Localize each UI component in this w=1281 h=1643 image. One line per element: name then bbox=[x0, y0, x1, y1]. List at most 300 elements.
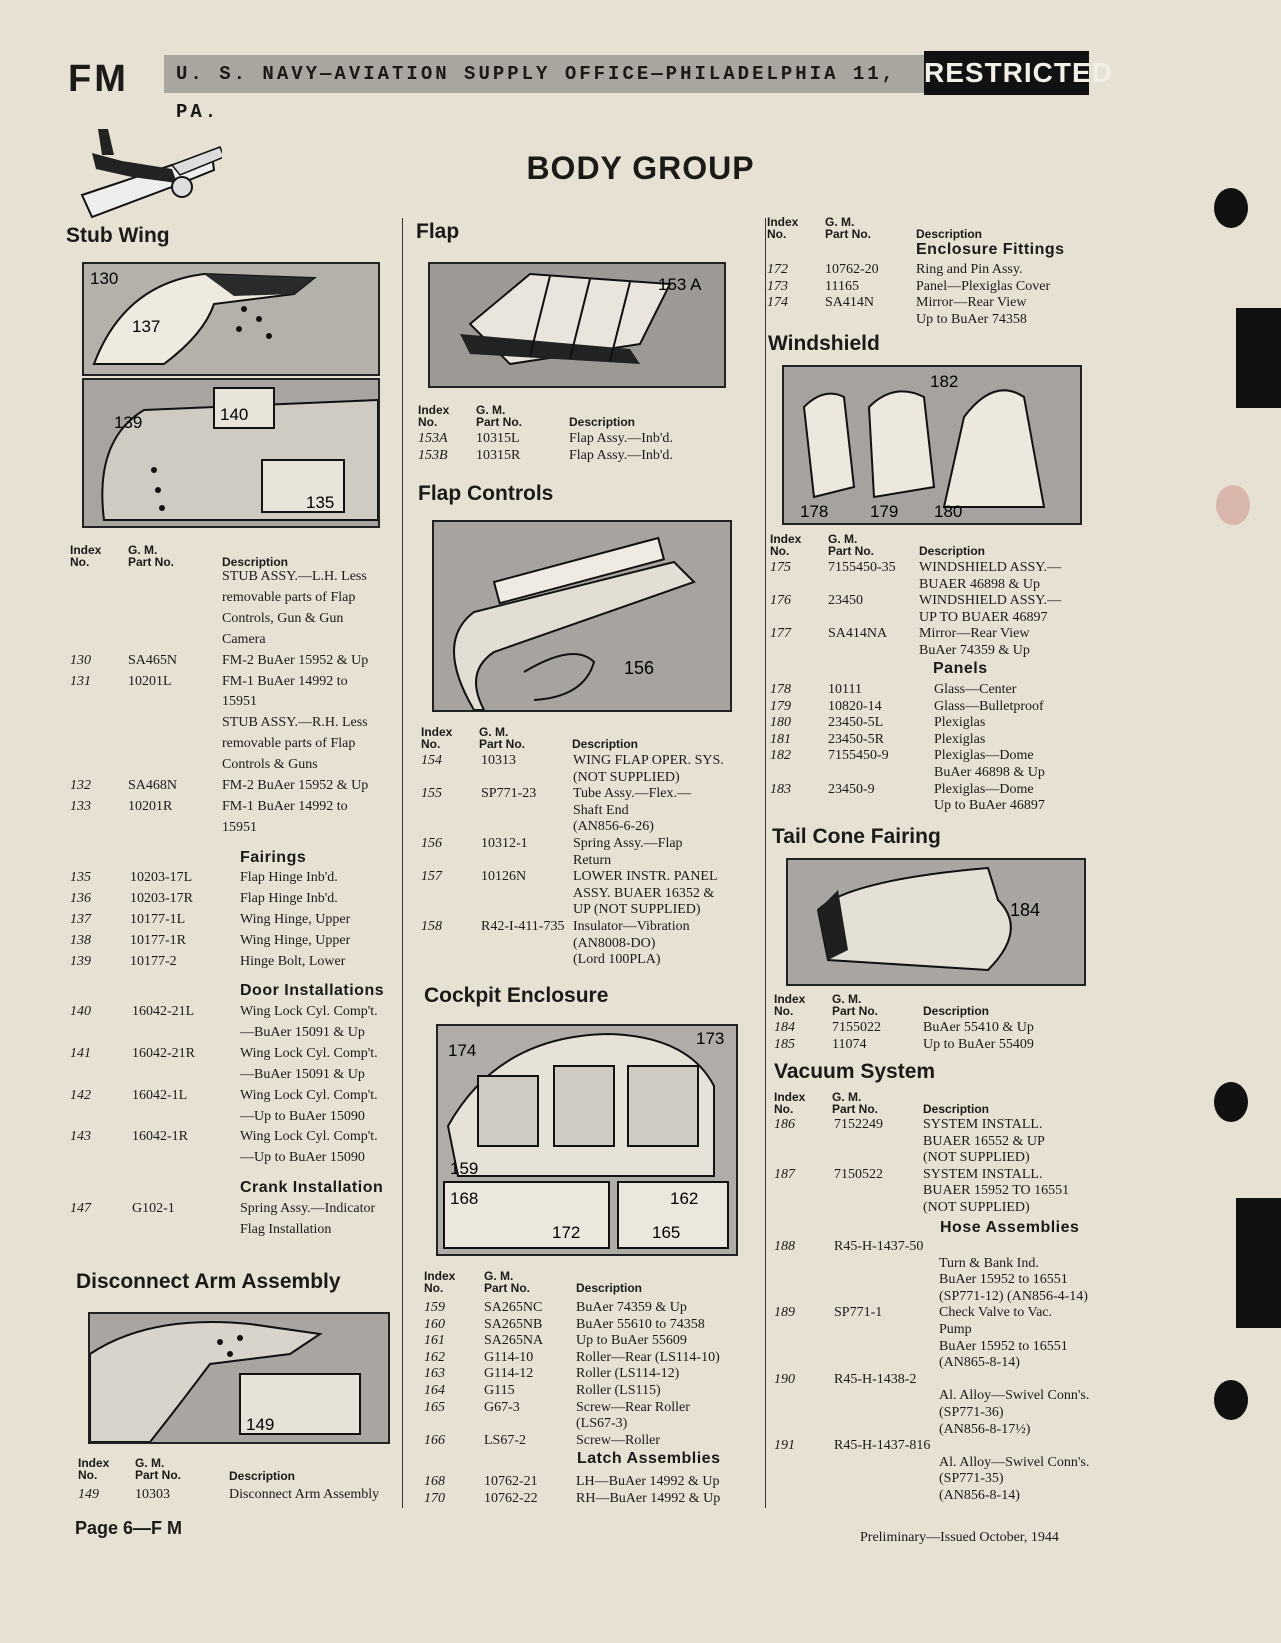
description: Flag Installation bbox=[240, 1221, 332, 1237]
col-part: G. M. Part No. bbox=[825, 215, 872, 241]
index-no: 173 bbox=[767, 278, 788, 294]
table-row bbox=[70, 1200, 398, 1221]
windshield-figure bbox=[782, 365, 1082, 525]
col-part: G. M. Part No. bbox=[832, 1090, 879, 1116]
table-row bbox=[424, 1332, 754, 1349]
table-row bbox=[774, 1437, 1104, 1454]
part-no: SA468N bbox=[128, 778, 178, 793]
part-no: 10201R bbox=[128, 798, 173, 814]
description: Wing Hinge, Upper bbox=[240, 911, 351, 927]
part-no: 7155022 bbox=[832, 1020, 881, 1035]
col-desc: Description bbox=[222, 555, 289, 569]
table-row bbox=[70, 911, 398, 932]
callout-174: 174 bbox=[448, 1041, 477, 1060]
description: Roller (LS115) bbox=[576, 1383, 661, 1398]
index-no: 155 bbox=[421, 786, 442, 802]
description: (AN856-8-14) bbox=[939, 1488, 1020, 1503]
table-row bbox=[770, 609, 1090, 626]
index-no: 130 bbox=[70, 652, 91, 668]
part-no: SA414NA bbox=[828, 626, 888, 642]
description: UP TO BUAER 46897 bbox=[919, 609, 1048, 625]
stub-wing-figure-bottom bbox=[82, 378, 380, 528]
index-no: 164 bbox=[424, 1383, 445, 1398]
subsection-crank-installation: Crank Installation bbox=[240, 1179, 384, 1196]
tail-cone-figure bbox=[786, 858, 1086, 986]
index-no: 137 bbox=[70, 911, 91, 927]
description: Al. Alloy—Swivel Conn's. bbox=[939, 1454, 1090, 1470]
binder-hole bbox=[1216, 485, 1250, 525]
index-no: 166 bbox=[424, 1432, 445, 1448]
part-no: G114-10 bbox=[484, 1349, 534, 1365]
table-row bbox=[424, 1490, 754, 1507]
table-row bbox=[421, 752, 751, 769]
index-no: 180 bbox=[770, 715, 791, 731]
table-row bbox=[70, 1149, 398, 1170]
description: BuAer 46898 & Up bbox=[934, 765, 1045, 780]
table-row bbox=[774, 1166, 1104, 1183]
part-no: 10313 bbox=[481, 753, 516, 768]
index-no: 138 bbox=[70, 932, 91, 948]
description: Wing Lock Cyl. Comp't. bbox=[240, 1087, 378, 1103]
table-row bbox=[421, 769, 751, 786]
description: Check Valve to Vac. bbox=[939, 1305, 1053, 1321]
description: (SP771-36) bbox=[939, 1405, 1004, 1420]
part-no: G115 bbox=[484, 1383, 515, 1398]
part-no: LS67-2 bbox=[484, 1432, 526, 1448]
index-no: 154 bbox=[421, 753, 442, 768]
description: STUB ASSY.—R.H. Less bbox=[222, 715, 368, 731]
description: Wing Lock Cyl. Comp't. bbox=[240, 1004, 378, 1019]
table-row bbox=[774, 1019, 1094, 1036]
description: (SP771-35) bbox=[939, 1471, 1004, 1487]
index-no: 185 bbox=[774, 1036, 795, 1052]
index-no: 174 bbox=[767, 295, 788, 311]
part-no: SA465N bbox=[128, 652, 178, 668]
description: Turn & Bank Ind. bbox=[939, 1255, 1039, 1271]
table-row bbox=[421, 951, 751, 968]
table-row bbox=[70, 568, 398, 589]
col-index: Index No. bbox=[774, 992, 806, 1018]
description: Return bbox=[573, 852, 612, 868]
index-no: 140 bbox=[70, 1004, 91, 1019]
description: Controls & Guns bbox=[222, 757, 318, 773]
description: Tube Assy.—Flex.— bbox=[573, 786, 691, 802]
part-no: 10203-17L bbox=[130, 870, 193, 885]
index-no: 190 bbox=[774, 1371, 795, 1387]
disconnect-arm-figure bbox=[88, 1312, 390, 1444]
callout-149: 149 bbox=[246, 1415, 275, 1434]
description: (NOT SUPPLIED) bbox=[923, 1150, 1030, 1166]
description: 15951 bbox=[222, 819, 257, 835]
description: Glass—Bulletproof bbox=[934, 698, 1044, 714]
description: 15951 bbox=[222, 694, 257, 710]
index-no: 187 bbox=[774, 1166, 795, 1182]
callout-162: 162 bbox=[670, 1189, 699, 1208]
index-no: 131 bbox=[70, 673, 91, 689]
table-row bbox=[774, 1036, 1094, 1053]
description: BuAer 55610 to 74358 bbox=[576, 1316, 705, 1332]
description: (AN8008-DO) bbox=[573, 935, 656, 951]
description: Plexiglas—Dome bbox=[934, 781, 1034, 797]
callout-168: 168 bbox=[450, 1189, 479, 1208]
callout-179: 179 bbox=[870, 502, 899, 521]
description: Screw—Rear Roller bbox=[576, 1399, 690, 1415]
table-row bbox=[770, 714, 1090, 731]
description: LOWER INSTR. PANEL bbox=[573, 869, 718, 885]
index-no: 161 bbox=[424, 1333, 445, 1349]
description: Shaft End bbox=[573, 802, 629, 818]
callout-178: 178 bbox=[800, 502, 829, 521]
cockpit-enclosure-figure bbox=[436, 1024, 738, 1256]
table-row bbox=[767, 311, 1087, 328]
index-no: 186 bbox=[774, 1117, 795, 1132]
description: —BuAer 15091 & Up bbox=[240, 1066, 365, 1082]
part-no: 23450-5L bbox=[828, 715, 884, 731]
section-stub-wing: Stub Wing bbox=[66, 224, 170, 247]
description: Flap Hinge Inb'd. bbox=[240, 890, 338, 906]
index-no: 162 bbox=[424, 1349, 445, 1365]
description: FM-2 BuAer 15952 & Up bbox=[222, 778, 369, 793]
col-index: Index No. bbox=[418, 403, 450, 429]
col-part: G. M. Part No. bbox=[479, 725, 526, 751]
table-row bbox=[774, 1288, 1104, 1305]
index-no: 135 bbox=[70, 870, 91, 885]
description: Flap Hinge Inb'd. bbox=[240, 870, 338, 885]
description: Up to BuAer 74358 bbox=[916, 311, 1027, 327]
table-row bbox=[770, 559, 1090, 576]
description: Up to BuAer 55409 bbox=[923, 1036, 1034, 1052]
description: Up to BuAer 55609 bbox=[576, 1333, 687, 1349]
part-no: 16042-1L bbox=[132, 1087, 188, 1103]
part-no: 7155450-35 bbox=[828, 560, 896, 575]
index-tab bbox=[1236, 1198, 1281, 1328]
part-no: 10203-17R bbox=[130, 890, 193, 906]
table-row bbox=[421, 835, 751, 852]
description: BUAER 16552 & UP bbox=[923, 1133, 1045, 1149]
index-no: 178 bbox=[770, 682, 791, 697]
description: ASSY. BUAER 16352 & bbox=[573, 885, 715, 901]
table-row bbox=[770, 642, 1090, 659]
callout-173: 173 bbox=[696, 1029, 725, 1048]
table-row bbox=[770, 764, 1090, 781]
description: Wing Lock Cyl. Comp't. bbox=[240, 1045, 378, 1061]
table-row bbox=[421, 885, 751, 902]
description: Pump bbox=[939, 1322, 972, 1337]
index-no: 163 bbox=[424, 1366, 445, 1382]
description: BuAer 15952 to 16551 bbox=[939, 1338, 1068, 1354]
table-row bbox=[70, 693, 398, 714]
description: BUAER 15952 TO 16551 bbox=[923, 1183, 1070, 1199]
description: FM-1 BuAer 14992 to bbox=[222, 798, 348, 814]
part-no: 10111 bbox=[828, 682, 862, 697]
table-row bbox=[774, 1133, 1104, 1150]
binder-hole bbox=[1214, 1082, 1248, 1122]
col-index: Index No. bbox=[770, 532, 802, 558]
section-vacuum-system: Vacuum System bbox=[774, 1060, 936, 1083]
col-index: Index No. bbox=[78, 1456, 110, 1482]
index-no: 159 bbox=[424, 1300, 445, 1315]
description: WING FLAP OPER. SYS. bbox=[573, 753, 724, 768]
table-row bbox=[770, 797, 1090, 814]
description: —Up to BuAer 15090 bbox=[240, 1108, 365, 1124]
flap-figure bbox=[428, 262, 726, 388]
table-row bbox=[774, 1487, 1104, 1504]
table-row bbox=[774, 1321, 1104, 1338]
table-row bbox=[770, 781, 1090, 798]
section-tail-cone: Tail Cone Fairing bbox=[772, 825, 941, 848]
index-tab bbox=[1236, 308, 1281, 408]
table-row bbox=[770, 625, 1090, 642]
index-no: 142 bbox=[70, 1087, 91, 1103]
description: Glass—Center bbox=[934, 682, 1017, 697]
index-no: 175 bbox=[770, 560, 791, 575]
table-row bbox=[774, 1199, 1104, 1216]
index-no: 181 bbox=[770, 731, 791, 747]
description: Plexiglas bbox=[934, 715, 986, 731]
description: (Lord 100PLA) bbox=[573, 952, 661, 968]
column-divider bbox=[765, 218, 766, 1508]
table-row bbox=[70, 1066, 398, 1087]
table-row bbox=[774, 1304, 1104, 1321]
part-no: SA265NC bbox=[484, 1300, 543, 1315]
description: Insulator—Vibration bbox=[573, 919, 690, 934]
description: Flap Assy.—Inb'd. bbox=[569, 448, 673, 463]
col-desc: Description bbox=[229, 1469, 296, 1483]
table-row bbox=[774, 1421, 1104, 1438]
table-row bbox=[70, 1087, 398, 1108]
section-disconnect-arm: Disconnect Arm Assembly bbox=[76, 1270, 341, 1293]
description: Roller—Rear (LS114-10) bbox=[576, 1349, 720, 1365]
table-row bbox=[70, 1128, 398, 1149]
description: Camera bbox=[222, 631, 266, 647]
table-row bbox=[418, 430, 738, 447]
index-no: 168 bbox=[424, 1474, 445, 1489]
index-no: 132 bbox=[70, 778, 91, 793]
table-row bbox=[70, 735, 398, 756]
table-row bbox=[70, 756, 398, 777]
part-no: SA265NB bbox=[484, 1316, 543, 1332]
table-row bbox=[770, 681, 1090, 698]
callout-140: 140 bbox=[220, 405, 249, 424]
description: Mirror—Rear View bbox=[919, 626, 1030, 642]
table-row bbox=[424, 1316, 754, 1333]
callout-159: 159 bbox=[450, 1159, 479, 1178]
binder-hole bbox=[1214, 188, 1248, 228]
table-row bbox=[774, 1116, 1104, 1133]
part-no: 10312-1 bbox=[481, 836, 528, 851]
table-row bbox=[70, 1024, 398, 1045]
index-no: 147 bbox=[70, 1201, 91, 1216]
part-no: 11074 bbox=[832, 1036, 867, 1052]
col-desc: Description bbox=[923, 1004, 990, 1018]
index-no: 189 bbox=[774, 1305, 795, 1321]
part-no: 16042-21L bbox=[132, 1004, 195, 1019]
table-row bbox=[421, 852, 751, 869]
part-no: 10762-22 bbox=[484, 1490, 538, 1506]
description: SYSTEM INSTALL. bbox=[923, 1166, 1043, 1182]
index-no: 153A bbox=[418, 431, 448, 446]
description: (NOT SUPPLIED) bbox=[923, 1200, 1030, 1215]
description: Al. Alloy—Swivel Conn's. bbox=[939, 1388, 1090, 1404]
table-row bbox=[70, 1108, 398, 1129]
description: removable parts of Flap bbox=[222, 736, 356, 752]
description: Roller (LS114-12) bbox=[576, 1366, 680, 1382]
table-row bbox=[774, 1149, 1104, 1166]
part-no: 10315R bbox=[476, 448, 521, 463]
col-part: G. M. Part No. bbox=[484, 1269, 531, 1295]
description: LH—BuAer 14992 & Up bbox=[576, 1474, 720, 1489]
description: Spring Assy.—Indicator bbox=[240, 1201, 376, 1216]
part-no: 10177-2 bbox=[130, 953, 177, 969]
table-row bbox=[70, 798, 398, 819]
description: FM-1 BuAer 14992 to bbox=[222, 673, 348, 689]
table-row bbox=[421, 868, 751, 885]
table-row bbox=[424, 1432, 754, 1449]
page-title: BODY GROUP bbox=[526, 150, 755, 186]
table-row bbox=[421, 918, 751, 935]
table-row bbox=[424, 1399, 754, 1416]
table-row bbox=[70, 714, 398, 735]
table-row bbox=[78, 1486, 398, 1503]
table-row bbox=[424, 1382, 754, 1399]
index-no: 188 bbox=[774, 1239, 795, 1254]
description: Mirror—Rear View bbox=[916, 295, 1027, 311]
col-index: Index No. bbox=[424, 1269, 456, 1295]
part-no: 10177-1R bbox=[130, 932, 186, 948]
table-row bbox=[774, 1454, 1104, 1471]
col-desc: Description bbox=[576, 1281, 643, 1295]
col-desc: Description bbox=[923, 1102, 990, 1116]
table-row bbox=[774, 1271, 1104, 1288]
table-row bbox=[70, 1221, 398, 1242]
table-row bbox=[70, 953, 398, 974]
restricted-stamp: RESTRICTED bbox=[924, 51, 1089, 95]
table-row bbox=[424, 1299, 754, 1316]
table-row bbox=[424, 1365, 754, 1382]
part-no: 23450-5R bbox=[828, 731, 884, 747]
index-no: 184 bbox=[774, 1020, 795, 1035]
part-no: SP771-1 bbox=[834, 1305, 883, 1321]
table-row bbox=[70, 869, 398, 890]
description: BuAer 15952 to 16551 bbox=[939, 1272, 1068, 1288]
section-flap: Flap bbox=[416, 220, 460, 243]
description: Flap Assy.—Inb'd. bbox=[569, 431, 673, 446]
index-no: 153B bbox=[418, 448, 448, 463]
part-no: 7155450-9 bbox=[828, 748, 889, 764]
description: (AN865-8-14) bbox=[939, 1355, 1020, 1371]
index-no: 160 bbox=[424, 1316, 445, 1332]
header-fm: FM bbox=[68, 58, 129, 100]
index-no: 149 bbox=[78, 1487, 99, 1502]
part-no: G102-1 bbox=[132, 1201, 175, 1216]
part-no: 10303 bbox=[135, 1487, 170, 1502]
description: (LS67-3) bbox=[576, 1416, 628, 1432]
description: BuAer 74359 & Up bbox=[576, 1300, 687, 1315]
index-no: 136 bbox=[70, 890, 91, 906]
subsection-door-installations: Door Installations bbox=[240, 982, 385, 999]
index-no: 156 bbox=[421, 836, 442, 851]
table-row bbox=[774, 1354, 1104, 1371]
index-no: 158 bbox=[421, 919, 442, 934]
part-no: R45-H-1437-50 bbox=[834, 1239, 924, 1254]
col-part: G. M. Part No. bbox=[128, 543, 175, 569]
description: (AN856-6-26) bbox=[573, 819, 654, 835]
description: Controls, Gun & Gun bbox=[222, 610, 344, 626]
part-no: 7150522 bbox=[834, 1166, 883, 1182]
table-row bbox=[767, 261, 1087, 278]
callout-165: 165 bbox=[652, 1223, 681, 1242]
callout-180: 180 bbox=[934, 502, 963, 521]
flap-controls-figure bbox=[432, 520, 732, 712]
part-no: 10201L bbox=[128, 673, 172, 689]
description: SYSTEM INSTALL. bbox=[923, 1117, 1043, 1132]
table-row bbox=[767, 294, 1087, 311]
description: (AN856-8-17½) bbox=[939, 1421, 1031, 1437]
part-no: 11165 bbox=[825, 278, 859, 294]
callout-130: 130 bbox=[90, 269, 119, 288]
part-no: 10315L bbox=[476, 431, 520, 446]
description: BUAER 46898 & Up bbox=[919, 576, 1040, 592]
description: Ring and Pin Assy. bbox=[916, 262, 1023, 277]
part-no: 23450 bbox=[828, 593, 863, 609]
column-divider bbox=[402, 218, 403, 1508]
callout-172: 172 bbox=[552, 1223, 581, 1242]
table-row bbox=[421, 935, 751, 952]
col-desc: Description bbox=[919, 544, 986, 558]
table-row bbox=[70, 652, 398, 673]
description: Panel—Plexiglas Cover bbox=[916, 278, 1051, 294]
col-part: G. M. Part No. bbox=[832, 992, 879, 1018]
table-row bbox=[421, 802, 751, 819]
description: Wing Lock Cyl. Comp't. bbox=[240, 1129, 378, 1145]
part-no: 10762-20 bbox=[825, 262, 879, 277]
part-no: 16042-21R bbox=[132, 1045, 195, 1061]
subsection-latch-assemblies: Latch Assemblies bbox=[577, 1450, 721, 1467]
part-no: 16042-1R bbox=[132, 1129, 188, 1145]
part-no: 10820-14 bbox=[828, 698, 882, 714]
index-no: 191 bbox=[774, 1438, 795, 1454]
table-row bbox=[774, 1338, 1104, 1355]
callout-135: 135 bbox=[306, 493, 335, 512]
col-index: Index No. bbox=[774, 1090, 806, 1116]
index-no: 176 bbox=[770, 593, 791, 609]
stub-wing-figure-top bbox=[82, 262, 380, 376]
description: Hinge Bolt, Lower bbox=[240, 953, 346, 969]
table-row bbox=[70, 890, 398, 911]
table-row bbox=[70, 777, 398, 798]
index-no: 172 bbox=[767, 262, 788, 277]
part-no: SA414N bbox=[825, 295, 875, 311]
part-no: SA265NA bbox=[484, 1333, 544, 1349]
index-no: 182 bbox=[770, 748, 791, 764]
table-row bbox=[770, 731, 1090, 748]
section-flap-controls: Flap Controls bbox=[418, 482, 554, 505]
table-row bbox=[774, 1182, 1104, 1199]
table-row bbox=[424, 1473, 754, 1490]
table-row bbox=[774, 1387, 1104, 1404]
binder-hole bbox=[1214, 1380, 1248, 1420]
part-no: 10762-21 bbox=[484, 1474, 538, 1489]
description: STUB ASSY.—L.H. Less bbox=[222, 569, 367, 584]
callout-137: 137 bbox=[132, 317, 161, 336]
part-no: 10177-1L bbox=[130, 911, 186, 927]
table-row bbox=[774, 1470, 1104, 1487]
subsection-panels: Panels bbox=[933, 660, 988, 677]
description: Up to BuAer 46897 bbox=[934, 798, 1045, 814]
table-row bbox=[70, 631, 398, 652]
header-bar: U. S. NAVY—AVIATION SUPPLY OFFICE—PHILADELPHIA 11, PA. bbox=[164, 55, 924, 93]
table-row bbox=[767, 278, 1087, 295]
